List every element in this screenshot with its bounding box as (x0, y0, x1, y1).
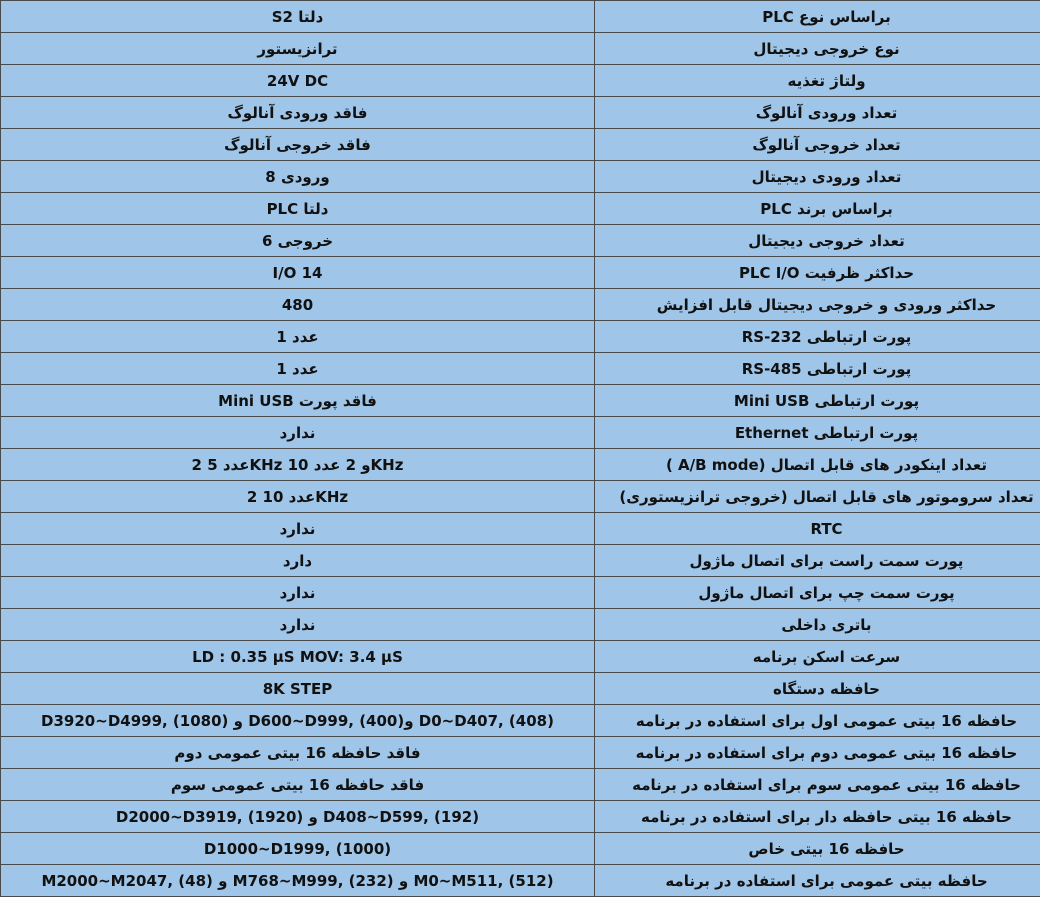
spec-parameter-cell: حافظه 16 بیتی عمومی اول برای استفاده در برنامه (595, 705, 1040, 737)
spec-value-cell: فاقد خروجی آنالوگ (1, 129, 595, 161)
spec-parameter-cell: RTC (595, 513, 1040, 545)
spec-parameter-cell: حافظه بیتی عمومی برای استفاده در برنامه (595, 865, 1040, 897)
table-row (1, 129, 1040, 161)
spec-parameter-cell: حداکثر ورودی و خروجی دیجیتال قابل افزایش (595, 289, 1040, 321)
table-row (1, 289, 1040, 321)
spec-value-cell: M0~M511, (512) و M768~M999, (232) و M2000~M2047, (48) (1, 865, 595, 897)
spec-value-cell: ندارد (1, 609, 595, 641)
spec-value-cell: KHzعدد 10 2 (1, 481, 595, 513)
spec-parameter-cell: حافظه 16 بیتی عمومی سوم برای استفاده در برنامه (595, 769, 1040, 801)
table-row (1, 33, 1040, 65)
spec-value-cell: خروجی 6 (1, 225, 595, 257)
spec-value-cell: 8K STEP (1, 673, 595, 705)
table-row (1, 737, 1040, 769)
specifications-table-body (1, 1, 1040, 897)
spec-parameter-cell: نوع خروجی دیجیتال (595, 33, 1040, 65)
spec-parameter-cell: تعداد ورودی آنالوگ (595, 97, 1040, 129)
spec-parameter-cell: تعداد اینکودر های قابل اتصال (A/B mode ) (595, 449, 1040, 481)
table-row (1, 673, 1040, 705)
spec-value-cell: LD : 0.35 µS MOV: 3.4 µS (1, 641, 595, 673)
table-row (1, 417, 1040, 449)
table-row (1, 833, 1040, 865)
spec-value-cell: دارد (1, 545, 595, 577)
spec-parameter-cell: حافظه دستگاه (595, 673, 1040, 705)
spec-value-cell: ترانزیستور (1, 33, 595, 65)
table-row (1, 65, 1040, 97)
spec-value-cell: I/O 14 (1, 257, 595, 289)
spec-value-cell: D0~D407, (408) وD600~D999, (400) و D3920~D4999, (1080) (1, 705, 595, 737)
spec-parameter-cell: ولتاژ تغذیه (595, 65, 1040, 97)
spec-parameter-cell: پورت سمت راست برای اتصال ماژول (595, 545, 1040, 577)
spec-parameter-cell: براساس نوع PLC (595, 1, 1040, 33)
table-row (1, 385, 1040, 417)
table-row (1, 545, 1040, 577)
spec-value-cell: فاقد پورت Mini USB (1, 385, 595, 417)
table-row (1, 353, 1040, 385)
spec-value-cell: D1000~D1999, (1000) (1, 833, 595, 865)
spec-parameter-cell: پورت ارتباطی Ethernet (595, 417, 1040, 449)
table-row (1, 865, 1040, 897)
spec-parameter-cell: سرعت اسکن برنامه (595, 641, 1040, 673)
spec-parameter-cell: تعداد خروجی آنالوگ (595, 129, 1040, 161)
spec-parameter-cell: حافظه 16 بیتی عمومی دوم برای استفاده در برنامه (595, 737, 1040, 769)
table-row (1, 257, 1040, 289)
spec-value-cell: 24V DC (1, 65, 595, 97)
table-row (1, 1, 1040, 33)
spec-value-cell: ندارد (1, 577, 595, 609)
spec-parameter-cell: براساس برند PLC (595, 193, 1040, 225)
spec-value-cell: دلتا PLC (1, 193, 595, 225)
spec-value-cell: ندارد (1, 417, 595, 449)
spec-value-cell: D408~D599, (192) و D2000~D3919, (1920) (1, 801, 595, 833)
spec-value-cell: عدد 1 (1, 321, 595, 353)
table-row (1, 449, 1040, 481)
table-row (1, 321, 1040, 353)
table-row (1, 577, 1040, 609)
spec-value-cell: دلتا S2 (1, 1, 595, 33)
spec-parameter-cell: تعداد ورودی دیجیتال (595, 161, 1040, 193)
table-row (1, 193, 1040, 225)
spec-value-cell: ندارد (1, 513, 595, 545)
table-row (1, 705, 1040, 737)
spec-value-cell: KHzو 2 عدد 10 KHzعدد 5 2 (1, 449, 595, 481)
spec-value-cell: ورودی 8 (1, 161, 595, 193)
table-row (1, 801, 1040, 833)
spec-parameter-cell: پورت ارتباطی RS-485 (595, 353, 1040, 385)
spec-parameter-cell: باتری داخلی (595, 609, 1040, 641)
spec-parameter-cell: پورت ارتباطی Mini USB (595, 385, 1040, 417)
spec-parameter-cell: تعداد خروجی دیجیتال (595, 225, 1040, 257)
spec-parameter-cell: حافظه 16 بیتی حافظه دار برای استفاده در برنامه (595, 801, 1040, 833)
spec-parameter-cell: حافظه 16 بیتی خاص (595, 833, 1040, 865)
spec-value-cell: فاقد حافظه 16 بیتی عمومی سوم (1, 769, 595, 801)
table-row (1, 161, 1040, 193)
spec-value-cell: فاقد حافظه 16 بیتی عمومی دوم (1, 737, 595, 769)
spec-value-cell: 480 (1, 289, 595, 321)
spec-parameter-cell: تعداد سروموتور های قابل اتصال (خروجی ترانزیستوری) (595, 481, 1040, 513)
spec-parameter-cell: پورت ارتباطی RS-232 (595, 321, 1040, 353)
table-row (1, 609, 1040, 641)
table-row (1, 513, 1040, 545)
table-row (1, 225, 1040, 257)
spec-parameter-cell: پورت سمت چپ برای اتصال ماژول (595, 577, 1040, 609)
spec-parameter-cell: حداکثر ظرفیت PLC I/O (595, 257, 1040, 289)
spec-value-cell: عدد 1 (1, 353, 595, 385)
table-row (1, 769, 1040, 801)
table-row (1, 97, 1040, 129)
table-row (1, 641, 1040, 673)
spec-value-cell: فاقد ورودی آنالوگ (1, 97, 595, 129)
table-row (1, 481, 1040, 513)
